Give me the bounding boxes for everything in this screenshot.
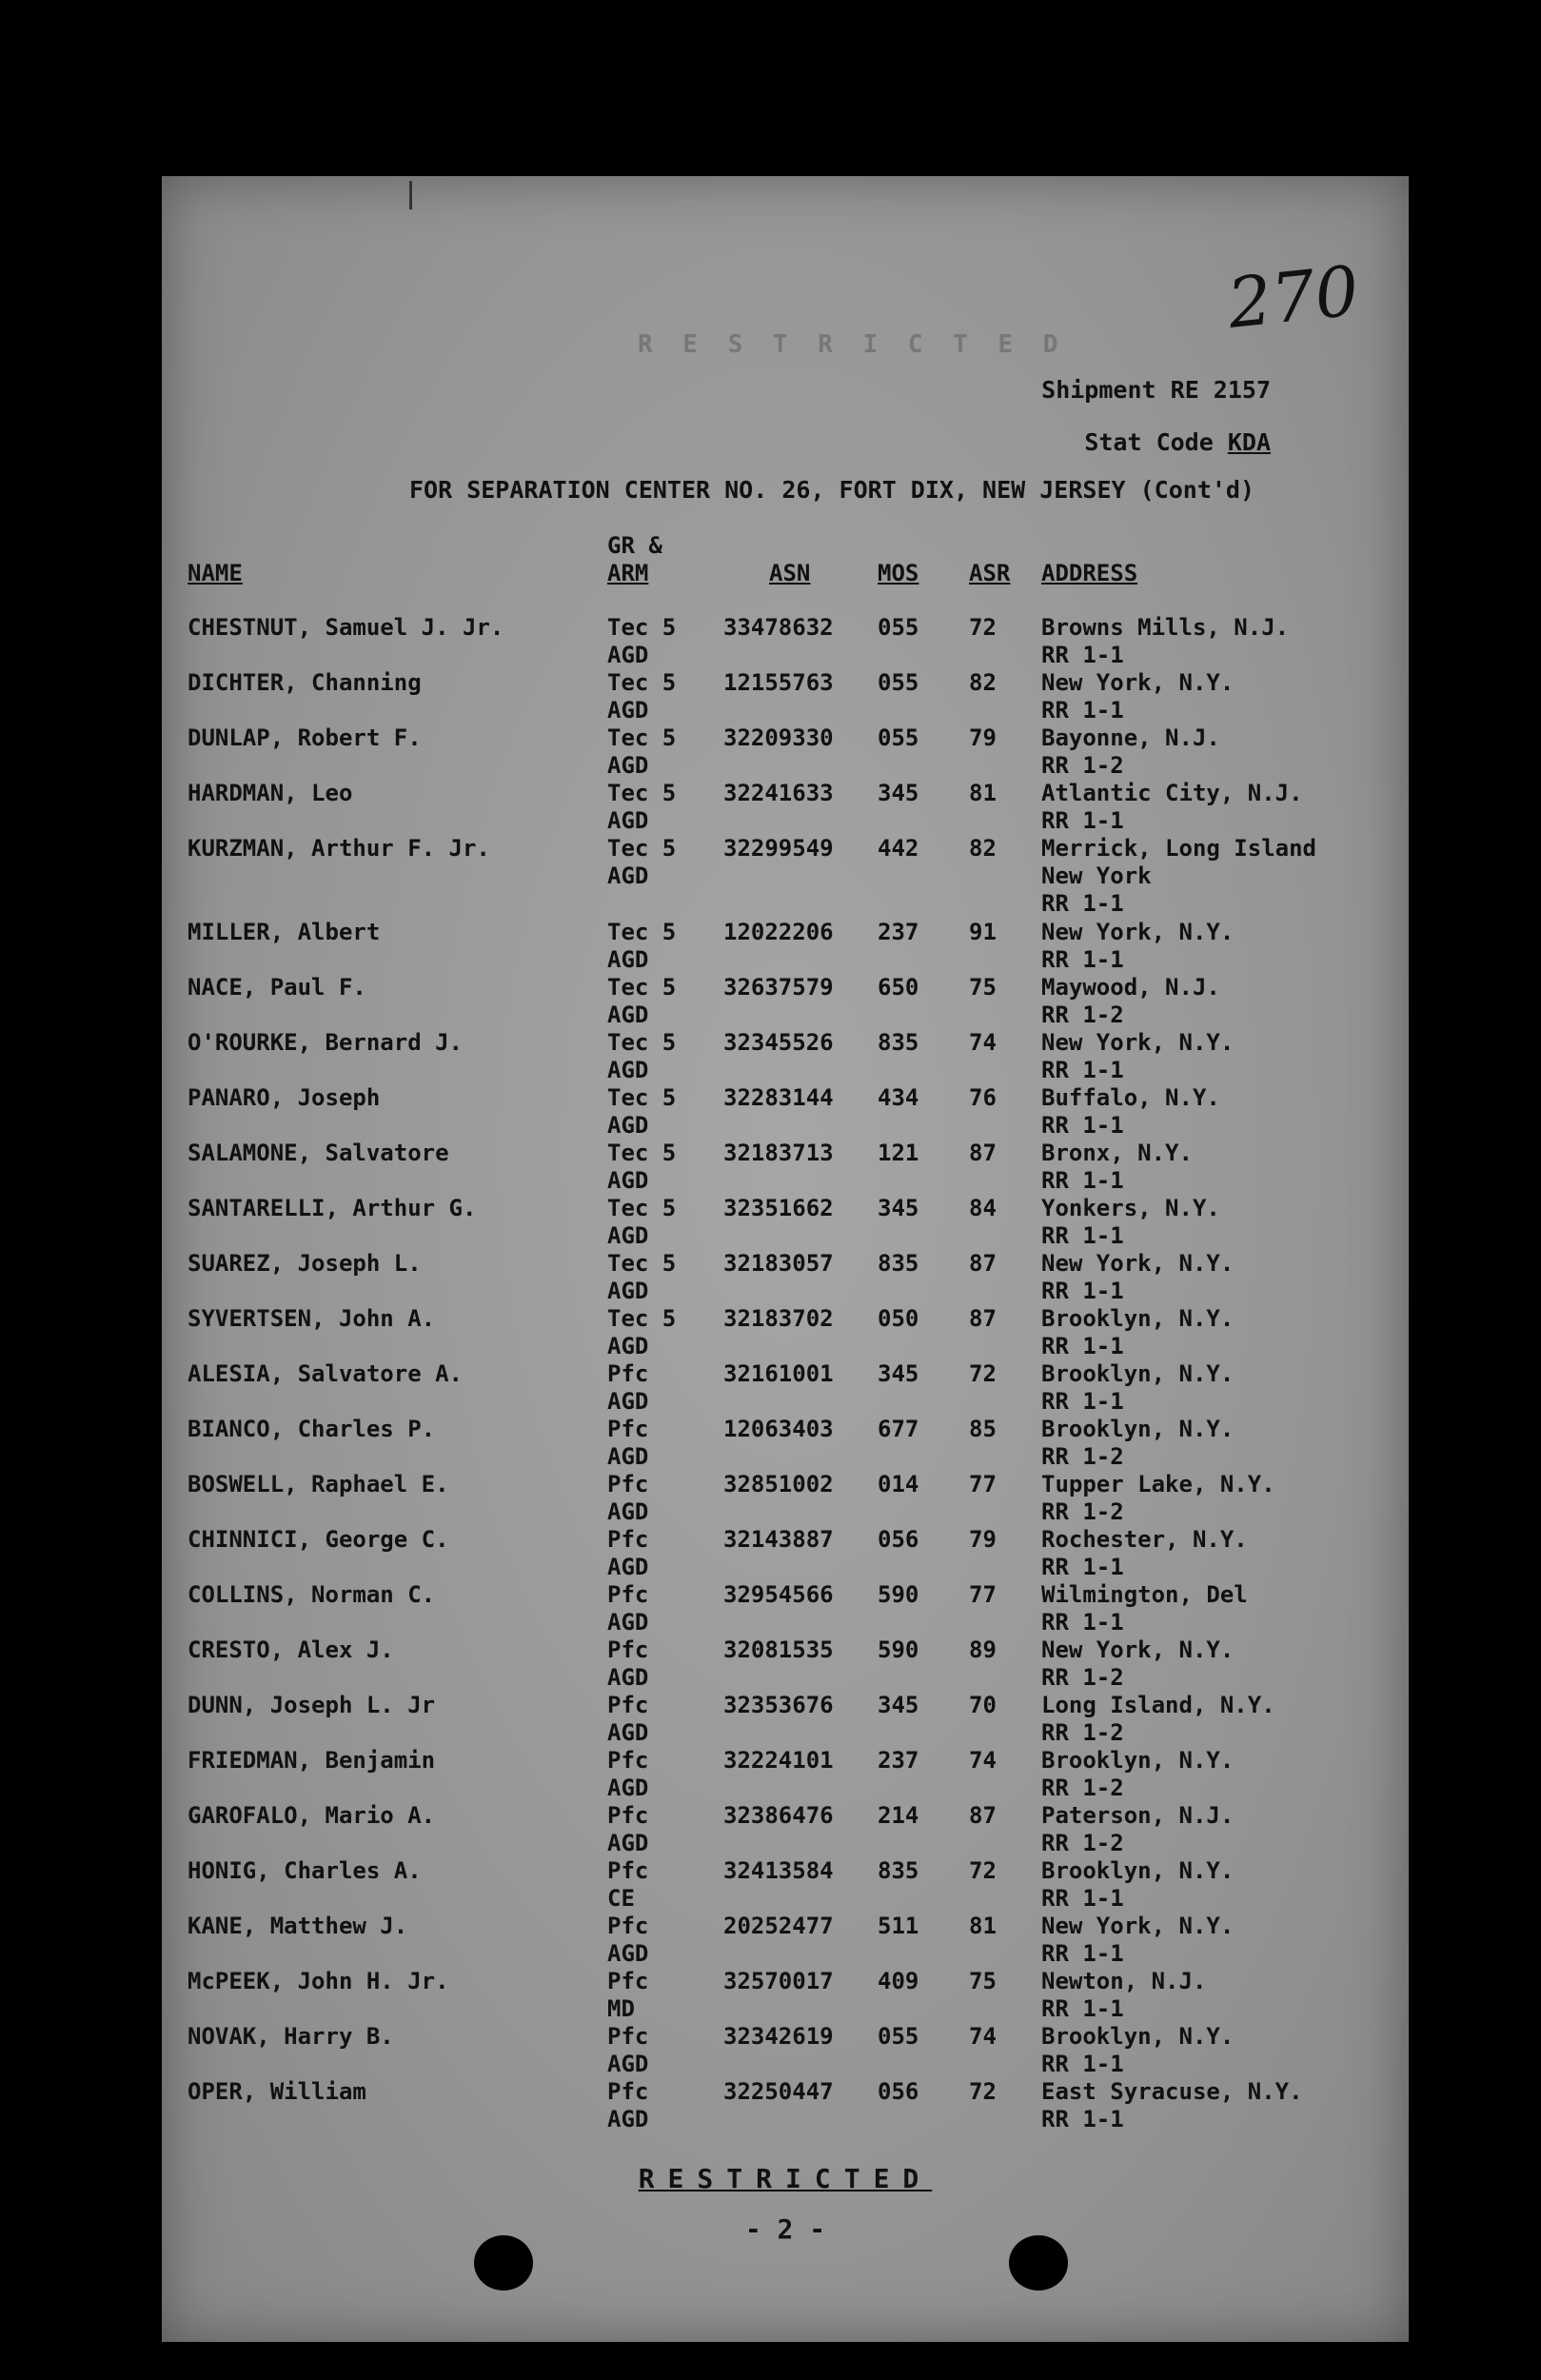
address-line: Rochester, N.Y. bbox=[1041, 1526, 1248, 1553]
name-cell: O'ROURKE, Bernard J. bbox=[188, 1029, 463, 1056]
mos-cell: 835 bbox=[878, 1857, 919, 1884]
header-arm: ARM bbox=[607, 560, 649, 586]
name-cell: BIANCO, Charles P. bbox=[188, 1416, 436, 1442]
asr-cell: 89 bbox=[969, 1636, 997, 1663]
address-line: RR 1-2 bbox=[1041, 1719, 1124, 1746]
grade-cell: Tec 5 bbox=[607, 1195, 677, 1221]
address-line: RR 1-1 bbox=[1041, 1112, 1124, 1139]
asn-cell: 32250447 bbox=[723, 2078, 834, 2105]
name-cell: CHESTNUT, Samuel J. Jr. bbox=[188, 614, 504, 641]
address-line: RR 1-2 bbox=[1041, 752, 1124, 779]
name-cell: DUNN, Joseph L. Jr bbox=[188, 1692, 436, 1718]
address-line: Wilmington, Del bbox=[1041, 1581, 1248, 1608]
grade-cell: Tec 5 bbox=[607, 1250, 677, 1277]
asn-cell: 32183702 bbox=[723, 1305, 834, 1332]
asn-cell: 32351662 bbox=[723, 1195, 834, 1221]
header-asr: ASR bbox=[969, 560, 1011, 586]
arm-cell: AGD bbox=[607, 1775, 649, 1801]
asn-cell: 32209330 bbox=[723, 724, 834, 751]
address-line: RR 1-2 bbox=[1041, 1498, 1124, 1525]
faded-classification: R E S T R I C T E D bbox=[638, 330, 1066, 359]
grade-cell: Tec 5 bbox=[607, 974, 677, 1001]
address-line: New York bbox=[1041, 863, 1152, 889]
name-cell: NOVAK, Harry B. bbox=[188, 2023, 394, 2050]
mos-cell: 014 bbox=[878, 1471, 919, 1497]
name-cell: CRESTO, Alex J. bbox=[188, 1636, 394, 1663]
arm-cell: AGD bbox=[607, 1002, 649, 1028]
grade-cell: Pfc bbox=[607, 2078, 649, 2105]
asn-cell: 32241633 bbox=[723, 780, 834, 806]
name-cell: BOSWELL, Raphael E. bbox=[188, 1471, 449, 1497]
grade-cell: Pfc bbox=[607, 1857, 649, 1884]
asn-cell: 32570017 bbox=[723, 1968, 834, 1994]
asn-cell: 32342619 bbox=[723, 2023, 834, 2050]
mos-cell: 055 bbox=[878, 2023, 919, 2050]
arm-cell: CE bbox=[607, 1885, 635, 1912]
address-line: RR 1-1 bbox=[1041, 1388, 1124, 1415]
address-line: Paterson, N.J. bbox=[1041, 1802, 1235, 1829]
address-line: RR 1-1 bbox=[1041, 1885, 1124, 1912]
header-mos: MOS bbox=[878, 560, 919, 586]
mos-cell: 677 bbox=[878, 1416, 919, 1442]
address-line: New York, N.Y. bbox=[1041, 1029, 1235, 1056]
asr-cell: 79 bbox=[969, 724, 997, 751]
asr-cell: 72 bbox=[969, 1857, 997, 1884]
arm-cell: AGD bbox=[607, 1498, 649, 1525]
asr-cell: 87 bbox=[969, 1305, 997, 1332]
mos-cell: 650 bbox=[878, 974, 919, 1001]
mos-cell: 511 bbox=[878, 1913, 919, 1939]
name-cell: HONIG, Charles A. bbox=[188, 1857, 422, 1884]
grade-cell: Tec 5 bbox=[607, 1140, 677, 1166]
asn-cell: 32637579 bbox=[723, 974, 834, 1001]
header-gr: GR & bbox=[607, 532, 662, 559]
shipment-value: RE 2157 bbox=[1170, 376, 1271, 404]
mos-cell: 434 bbox=[878, 1084, 919, 1111]
mos-cell: 237 bbox=[878, 1747, 919, 1774]
grade-cell: Tec 5 bbox=[607, 669, 677, 696]
mos-cell: 345 bbox=[878, 1692, 919, 1718]
name-cell: FRIEDMAN, Benjamin bbox=[188, 1747, 436, 1774]
address-line: Brooklyn, N.Y. bbox=[1041, 1305, 1235, 1332]
asn-cell: 12155763 bbox=[723, 669, 834, 696]
tick-mark bbox=[409, 181, 412, 209]
arm-cell: AGD bbox=[607, 863, 649, 889]
asn-cell: 32345526 bbox=[723, 1029, 834, 1056]
arm-cell: AGD bbox=[607, 1443, 649, 1470]
grade-cell: Pfc bbox=[607, 1913, 649, 1939]
name-cell: SANTARELLI, Arthur G. bbox=[188, 1195, 477, 1221]
arm-cell: AGD bbox=[607, 1719, 649, 1746]
arm-cell: AGD bbox=[607, 1554, 649, 1580]
asn-cell: 32353676 bbox=[723, 1692, 834, 1718]
asn-cell: 32954566 bbox=[723, 1581, 834, 1608]
asn-cell: 32183713 bbox=[723, 1140, 834, 1166]
arm-cell: AGD bbox=[607, 1278, 649, 1304]
arm-cell: AGD bbox=[607, 1664, 649, 1691]
arm-cell: AGD bbox=[607, 2051, 649, 2077]
asn-cell: 32143887 bbox=[723, 1526, 834, 1553]
address-line: Tupper Lake, N.Y. bbox=[1041, 1471, 1275, 1497]
name-cell: SALAMONE, Salvatore bbox=[188, 1140, 449, 1166]
arm-cell: AGD bbox=[607, 946, 649, 973]
arm-cell: AGD bbox=[607, 1333, 649, 1359]
address-line: Maywood, N.J. bbox=[1041, 974, 1220, 1001]
name-cell: ALESIA, Salvatore A. bbox=[188, 1360, 463, 1387]
address-line: RR 1-2 bbox=[1041, 1002, 1124, 1028]
header-address: ADDRESS bbox=[1041, 560, 1138, 586]
address-line: Atlantic City, N.J. bbox=[1041, 780, 1303, 806]
grade-cell: Pfc bbox=[607, 1968, 649, 1994]
asn-cell: 20252477 bbox=[723, 1913, 834, 1939]
address-line: RR 1-1 bbox=[1041, 2106, 1124, 2132]
asr-cell: 87 bbox=[969, 1250, 997, 1277]
asn-cell: 32224101 bbox=[723, 1747, 834, 1774]
arm-cell: AGD bbox=[607, 807, 649, 834]
address-line: New York, N.Y. bbox=[1041, 1636, 1235, 1663]
arm-cell: AGD bbox=[607, 1057, 649, 1083]
stat-code-line bbox=[1084, 428, 1271, 456]
grade-cell: Pfc bbox=[607, 1471, 649, 1497]
mos-cell: 345 bbox=[878, 780, 919, 806]
arm-cell: AGD bbox=[607, 697, 649, 724]
name-cell: NACE, Paul F. bbox=[188, 974, 366, 1001]
asr-cell: 85 bbox=[969, 1416, 997, 1442]
address-line: RR 1-1 bbox=[1041, 890, 1124, 917]
asr-cell: 74 bbox=[969, 1747, 997, 1774]
arm-cell: AGD bbox=[607, 1167, 649, 1194]
arm-cell: AGD bbox=[607, 1222, 649, 1249]
address-line: Long Island, N.Y. bbox=[1041, 1692, 1275, 1718]
asr-cell: 72 bbox=[969, 2078, 997, 2105]
address-line: Bayonne, N.J. bbox=[1041, 724, 1220, 751]
name-cell: MILLER, Albert bbox=[188, 919, 381, 945]
address-line: RR 1-2 bbox=[1041, 1830, 1124, 1856]
grade-cell: Pfc bbox=[607, 1636, 649, 1663]
address-line: Brooklyn, N.Y. bbox=[1041, 1747, 1235, 1774]
mos-cell: 835 bbox=[878, 1250, 919, 1277]
grade-cell: Tec 5 bbox=[607, 780, 677, 806]
asn-cell: 32183057 bbox=[723, 1250, 834, 1277]
arm-cell: AGD bbox=[607, 2106, 649, 2132]
name-cell: COLLINS, Norman C. bbox=[188, 1581, 436, 1608]
mos-cell: 590 bbox=[878, 1636, 919, 1663]
address-line: RR 1-1 bbox=[1041, 2051, 1124, 2077]
name-cell: GAROFALO, Mario A. bbox=[188, 1802, 436, 1829]
for-line: FOR SEPARATION CENTER NO. 26, FORT DIX, NEW JERSEY (Cont'd) bbox=[409, 476, 1255, 504]
grade-cell: Tec 5 bbox=[607, 614, 677, 641]
address-line: Brooklyn, N.Y. bbox=[1041, 2023, 1235, 2050]
name-cell: OPER, William bbox=[188, 2078, 366, 2105]
punch-hole bbox=[1009, 2235, 1068, 2291]
address-line: RR 1-1 bbox=[1041, 1278, 1124, 1304]
name-cell: SYVERTSEN, John A. bbox=[188, 1305, 436, 1332]
name-cell: SUAREZ, Joseph L. bbox=[188, 1250, 422, 1277]
mos-cell: 237 bbox=[878, 919, 919, 945]
address-line: New York, N.Y. bbox=[1041, 919, 1235, 945]
address-line: RR 1-1 bbox=[1041, 1333, 1124, 1359]
grade-cell: Pfc bbox=[607, 1416, 649, 1442]
grade-cell: Tec 5 bbox=[607, 835, 677, 862]
document-page bbox=[162, 176, 1409, 2342]
asr-cell: 77 bbox=[969, 1581, 997, 1608]
asr-cell: 72 bbox=[969, 614, 997, 641]
asr-cell: 77 bbox=[969, 1471, 997, 1497]
grade-cell: Tec 5 bbox=[607, 724, 677, 751]
name-cell: DUNLAP, Robert F. bbox=[188, 724, 422, 751]
name-cell: DICHTER, Channing bbox=[188, 669, 422, 696]
address-line: RR 1-2 bbox=[1041, 1443, 1124, 1470]
asr-cell: 81 bbox=[969, 780, 997, 806]
arm-cell: AGD bbox=[607, 1940, 649, 1967]
address-line: RR 1-1 bbox=[1041, 1554, 1124, 1580]
mos-cell: 055 bbox=[878, 614, 919, 641]
grade-cell: Tec 5 bbox=[607, 1305, 677, 1332]
grade-cell: Pfc bbox=[607, 1360, 649, 1387]
mos-cell: 056 bbox=[878, 2078, 919, 2105]
address-line: RR 1-2 bbox=[1041, 1664, 1124, 1691]
asr-cell: 82 bbox=[969, 835, 997, 862]
asn-cell: 32299549 bbox=[723, 835, 834, 862]
address-line: RR 1-1 bbox=[1041, 1940, 1124, 1967]
grade-cell: Pfc bbox=[607, 1802, 649, 1829]
arm-cell: AGD bbox=[607, 1388, 649, 1415]
mos-cell: 345 bbox=[878, 1195, 919, 1221]
address-line: New York, N.Y. bbox=[1041, 1913, 1235, 1939]
asr-cell: 84 bbox=[969, 1195, 997, 1221]
address-line: Yonkers, N.Y. bbox=[1041, 1195, 1220, 1221]
mos-cell: 050 bbox=[878, 1305, 919, 1332]
shipment-label: Shipment bbox=[1041, 376, 1156, 404]
asr-cell: 72 bbox=[969, 1360, 997, 1387]
arm-cell: AGD bbox=[607, 642, 649, 668]
address-line: East Syracuse, N.Y. bbox=[1041, 2078, 1303, 2105]
address-line: Brooklyn, N.Y. bbox=[1041, 1857, 1235, 1884]
address-line: Merrick, Long Island bbox=[1041, 835, 1316, 862]
asr-cell: 82 bbox=[969, 669, 997, 696]
grade-cell: Tec 5 bbox=[607, 919, 677, 945]
handwritten-page-number: 270 bbox=[1223, 250, 1363, 344]
address-line: Bronx, N.Y. bbox=[1041, 1140, 1193, 1166]
address-line: Browns Mills, N.J. bbox=[1041, 614, 1290, 641]
address-line: Brooklyn, N.Y. bbox=[1041, 1360, 1235, 1387]
asn-cell: 12022206 bbox=[723, 919, 834, 945]
asr-cell: 74 bbox=[969, 1029, 997, 1056]
stat-code-label: Stat Code bbox=[1084, 428, 1214, 456]
header-name: NAME bbox=[188, 560, 243, 586]
address-line: New York, N.Y. bbox=[1041, 669, 1235, 696]
arm-cell: AGD bbox=[607, 1112, 649, 1139]
asn-cell: 12063403 bbox=[723, 1416, 834, 1442]
name-cell: KANE, Matthew J. bbox=[188, 1913, 408, 1939]
mos-cell: 590 bbox=[878, 1581, 919, 1608]
footer-restricted: RESTRICTED bbox=[638, 2163, 933, 2194]
grade-cell: Pfc bbox=[607, 1526, 649, 1553]
address-line: Buffalo, N.Y. bbox=[1041, 1084, 1220, 1111]
address-line: RR 1-1 bbox=[1041, 1167, 1124, 1194]
mos-cell: 056 bbox=[878, 1526, 919, 1553]
mos-cell: 121 bbox=[878, 1140, 919, 1166]
address-line: RR 1-1 bbox=[1041, 1995, 1124, 2022]
asr-cell: 81 bbox=[969, 1913, 997, 1939]
address-line: RR 1-1 bbox=[1041, 1609, 1124, 1636]
mos-cell: 055 bbox=[878, 669, 919, 696]
mos-cell: 409 bbox=[878, 1968, 919, 1994]
address-line: RR 1-1 bbox=[1041, 807, 1124, 834]
address-line: New York, N.Y. bbox=[1041, 1250, 1235, 1277]
mos-cell: 055 bbox=[878, 724, 919, 751]
mos-cell: 442 bbox=[878, 835, 919, 862]
name-cell: CHINNICI, George C. bbox=[188, 1526, 449, 1553]
asr-cell: 70 bbox=[969, 1692, 997, 1718]
mos-cell: 835 bbox=[878, 1029, 919, 1056]
address-line: RR 1-1 bbox=[1041, 1222, 1124, 1249]
name-cell: PANARO, Joseph bbox=[188, 1084, 381, 1111]
asr-cell: 75 bbox=[969, 1968, 997, 1994]
arm-cell: MD bbox=[607, 1995, 635, 2022]
address-line: Newton, N.J. bbox=[1041, 1968, 1207, 1994]
grade-cell: Tec 5 bbox=[607, 1084, 677, 1111]
asr-cell: 79 bbox=[969, 1526, 997, 1553]
address-line: RR 1-1 bbox=[1041, 946, 1124, 973]
grade-cell: Pfc bbox=[607, 1692, 649, 1718]
asn-cell: 32386476 bbox=[723, 1802, 834, 1829]
arm-cell: AGD bbox=[607, 752, 649, 779]
name-cell: HARDMAN, Leo bbox=[188, 780, 353, 806]
address-line: Brooklyn, N.Y. bbox=[1041, 1416, 1235, 1442]
name-cell: KURZMAN, Arthur F. Jr. bbox=[188, 835, 490, 862]
grade-cell: Pfc bbox=[607, 1581, 649, 1608]
stat-code-value: KDA bbox=[1227, 428, 1271, 456]
asr-cell: 91 bbox=[969, 919, 997, 945]
asr-cell: 87 bbox=[969, 1140, 997, 1166]
asn-cell: 33478632 bbox=[723, 614, 834, 641]
asr-cell: 87 bbox=[969, 1802, 997, 1829]
asn-cell: 32161001 bbox=[723, 1360, 834, 1387]
header-asn: ASN bbox=[769, 560, 811, 586]
address-line: RR 1-2 bbox=[1041, 1775, 1124, 1801]
grade-cell: Pfc bbox=[607, 2023, 649, 2050]
grade-cell: Tec 5 bbox=[607, 1029, 677, 1056]
footer-page-number: - 2 - bbox=[744, 2213, 826, 2245]
shipment-line bbox=[1041, 376, 1271, 404]
arm-cell: AGD bbox=[607, 1830, 649, 1856]
name-cell: McPEEK, John H. Jr. bbox=[188, 1968, 449, 1994]
asr-cell: 74 bbox=[969, 2023, 997, 2050]
asn-cell: 32081535 bbox=[723, 1636, 834, 1663]
mos-cell: 214 bbox=[878, 1802, 919, 1829]
grade-cell: Pfc bbox=[607, 1747, 649, 1774]
arm-cell: AGD bbox=[607, 1609, 649, 1636]
address-line: RR 1-1 bbox=[1041, 642, 1124, 668]
address-line: RR 1-1 bbox=[1041, 1057, 1124, 1083]
asn-cell: 32283144 bbox=[723, 1084, 834, 1111]
mos-cell: 345 bbox=[878, 1360, 919, 1387]
punch-hole bbox=[474, 2235, 533, 2291]
address-line: RR 1-1 bbox=[1041, 697, 1124, 724]
asr-cell: 75 bbox=[969, 974, 997, 1001]
asn-cell: 32413584 bbox=[723, 1857, 834, 1884]
asr-cell: 76 bbox=[969, 1084, 997, 1111]
asn-cell: 32851002 bbox=[723, 1471, 834, 1497]
